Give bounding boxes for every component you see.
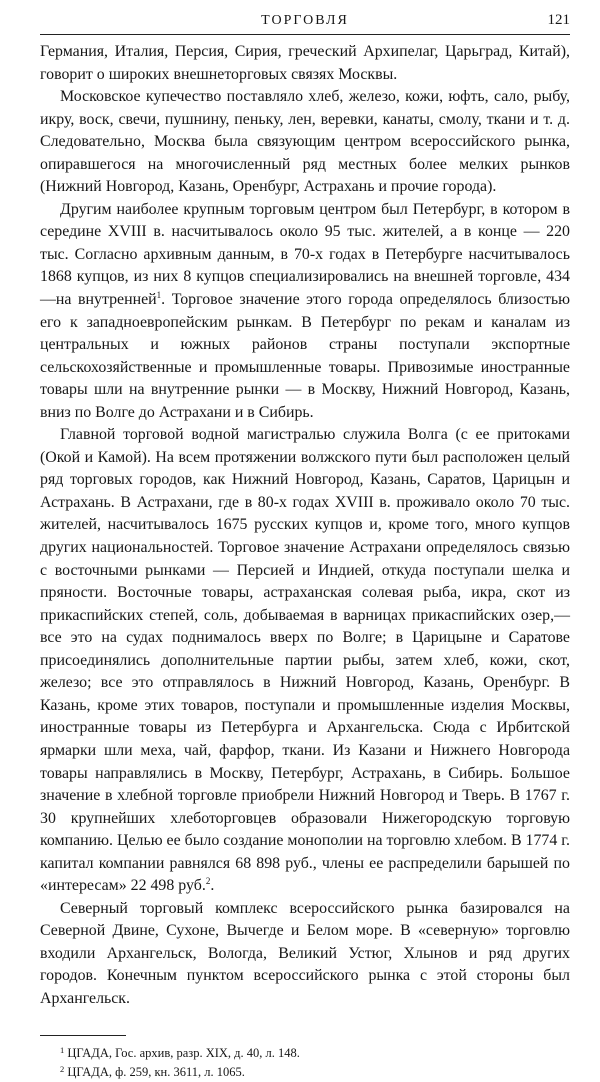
paragraph-volga — [40, 424, 570, 897]
paragraph-petersburg — [40, 199, 570, 424]
footnote-divider — [40, 1035, 126, 1036]
footnote-mark: 1 — [60, 1044, 65, 1055]
paragraph-continuation: Германия, Италия, Персия, Сирия, греческий Архипелаг, Царьград, Китай), говорит о широких внешнеторговых связях Москвы. — [40, 43, 570, 83]
footnote-reference: 2 — [205, 876, 211, 887]
paragraph-moscow-merchants: Московское купечество поставляло хлеб, железо, кожи, юфть, сало, рыбу, икру, воск, свечи, пушнину, пеньку, лен, веревки, канаты, смолу, ткани и т. д. Следовательно, Москва была связующим центром всероссийского рынка, опиравшегося на многочисленный ряд местных более мелких рынков (Нижний Новгород, Казань, Оренбург, Астрахань и прочие города). — [40, 88, 570, 196]
running-header — [40, 10, 570, 35]
footnote — [40, 1063, 570, 1082]
page-number: 121 — [547, 12, 570, 28]
footnotes — [40, 1044, 570, 1082]
main-text — [40, 41, 570, 1011]
footnote-reference: 1 — [156, 290, 162, 301]
footnote-mark: 2 — [60, 1063, 65, 1074]
paragraph-text: Другим наиболее крупным торговым центром был Петербург, в котором в середине XVIII в. насчитывалось около 95 тыс. жителей, а в конце — 220 тыс. Согласно архивным данным, в 70-х годах в Петербурге насчитывалось 1868 купцов, из них 8 купцов специализировались на внешней торговле, 434—на внутренней — [40, 200, 570, 309]
paragraph-text: . Торговое значение этого города определялось близостью его к западноевропейским рынкам. В Петербург по рекам и каналам из центральных и южных районов страны поступали экспортные сельскохозяйственные и промышленные товары. Привозимые иностранные товары шли на внутренние рынки — в Москву, Нижний Новгород, Казань, вниз по Волге до Астрахани и в Сибирь. — [40, 291, 571, 421]
chapter-title: ТОРГОВЛЯ — [261, 13, 349, 28]
paragraph-north: Северный торговый комплекс всероссийского рынка базировался на Северной Двине, Сухоне, Вычегде и Белом море. В «северную» торговлю входили Архангельск, Вологда, Великий Устюг, Хлынов и ряд других городов. Конечным пунктом всероссийского рынка с этой стороны был Архангельск. — [40, 899, 570, 1007]
paragraph-text: . — [210, 877, 215, 895]
footnote — [40, 1044, 570, 1063]
paragraph-text: Главной торговой водной магистралью служила Волга (с ее притоками (Окой и Камой). На всем протяжении волжского пути был расположен целый ряд торговых городов, как Нижний Новгород, Казань, Саратов, Царицын и Астрахань. В Астрахани, где в 80-х годах XVIII в. проживало около 70 тыс. жителей, насчитывалось 1675 русских купцов и, кроме того, много купцов других национальностей. Торговое значение Астрахани определялось связью с восточными рынками — Персией и Индией, откуда поступали шелка и пряности. Восточные товары, астраханская солевая рыба, икра, скот из прикаспийских степей, соль, добываемая в варницах прикаспийских озер,— все это на судах поднималось вверх по Волге; в Царицыне и Саратове присоединялись дополнительные партии рыбы, затем хлеб, кожи, скот, железо; все это отправлялось в Нижний Новгород, Казань, Оренбург. В Казань, кроме этих товаров, поступали и промышленные изделия Москвы, иностранные товары из Петербурга и Архангельска. Сюда с Ирбитской ярмарки шли меха, чай, фарфор, ткани. Из Казани и Нижнего Новгорода товары направлялись в Москву, Петербург, Астрахань, в Сибирь. Большое значение в хлебной торговле приобрели Нижний Новгород и Тверь. В 1767 г. 30 крупнейших хлеботорговцев образовали Нижегородскую торговую компанию. Целью ее было создание монополии на торговлю хлебом. В 1774 г. капитал компании равнялся 68 898 руб., члены ее распределили барышей по «интересам» 22 498 руб. — [40, 426, 570, 895]
footnote-text: ЦГАДА, ф. 259, кн. 3611, л. 1065. — [67, 1064, 245, 1079]
book-page — [40, 10, 571, 1079]
footnote-text: ЦГАДА, Гос. архив, разр. XIX, д. 40, л. 148. — [67, 1045, 300, 1060]
